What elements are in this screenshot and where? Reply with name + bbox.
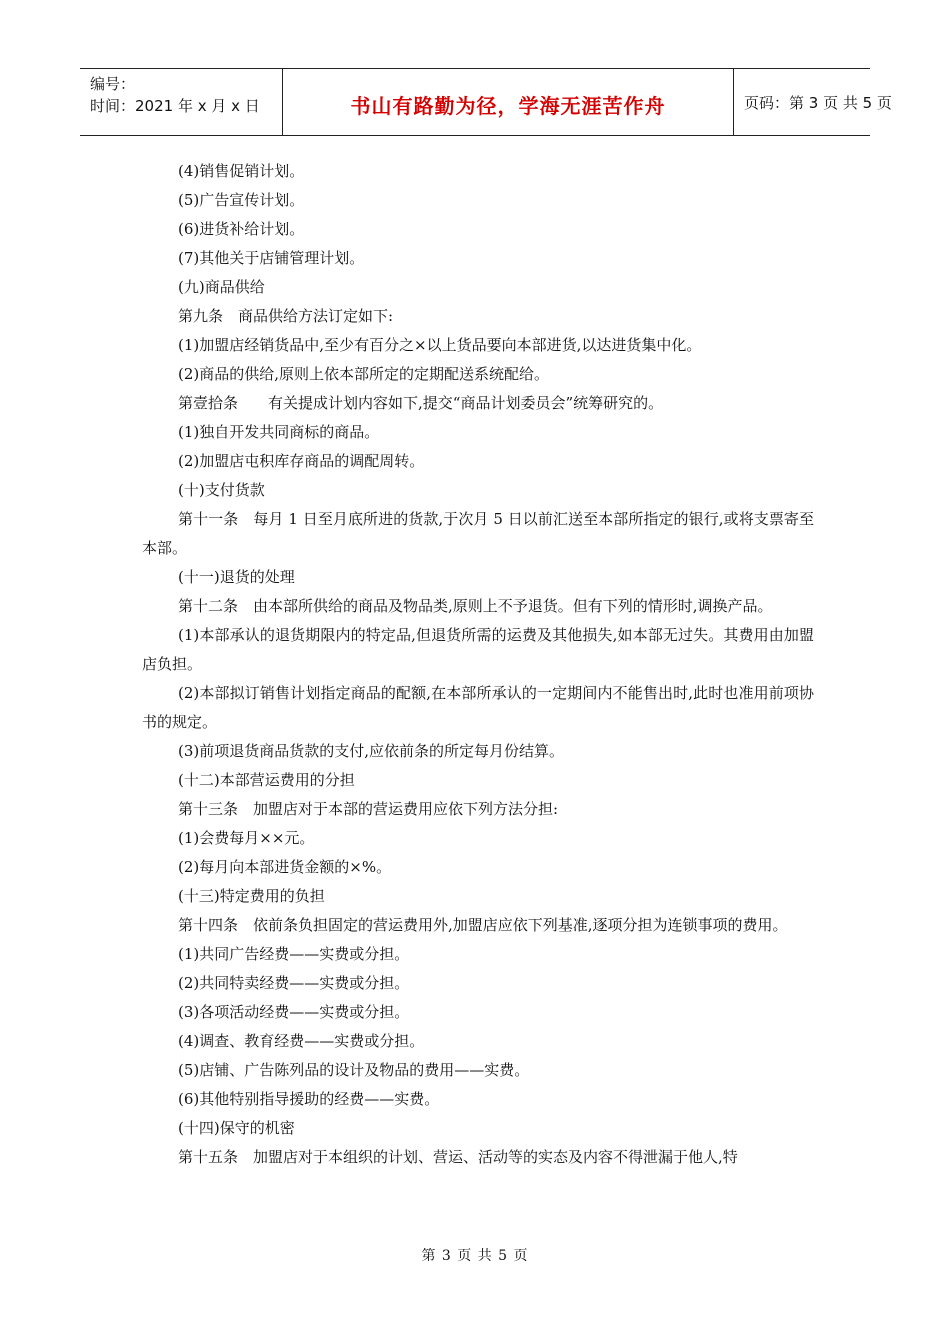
section-heading: (十)支付货款 bbox=[178, 481, 265, 499]
number-label: 编号： bbox=[90, 75, 136, 93]
paragraph: (5)广告宣传计划。 bbox=[178, 191, 305, 209]
paragraph: (7)其他关于店铺管理计划。 bbox=[178, 249, 365, 267]
paragraph: (2)加盟店屯积库存商品的调配周转。 bbox=[178, 452, 425, 470]
paragraph: (1)加盟店经销货品中,至少有百分之×以上货品要向本部进货,以达进货集中化。 bbox=[178, 336, 702, 354]
paragraph: (2)商品的供给,原则上依本部所定的定期配送系统配给。 bbox=[178, 365, 550, 383]
date-label: 时间：2021 年 x 月 x 日 bbox=[90, 97, 260, 115]
paragraph: (1)独自开发共同商标的商品。 bbox=[178, 423, 380, 441]
paragraph: (6)其他特别指导援助的经费——实费。 bbox=[178, 1090, 440, 1108]
header-motto-cell bbox=[282, 69, 734, 135]
section-heading: (十一)退货的处理 bbox=[178, 568, 295, 586]
header-motto: 书山有路勤为径，学海无涯苦作舟 bbox=[350, 93, 666, 118]
paragraph: (2)本部拟订销售计划指定商品的配额,在本部所承认的一定期间内不能售出时,此时也准用前项协书的规定。 bbox=[142, 684, 814, 731]
article: 第九条 商品供给方法订定如下: bbox=[178, 307, 394, 325]
page-footer: 第 3 页 共 5 页 bbox=[421, 1248, 529, 1264]
paragraph: (2)每月向本部进货金额的×%。 bbox=[178, 858, 392, 876]
article: 第十二条 由本部所供给的商品及物品类,原则上不予退货。但有下列的情形时,调换产品。 bbox=[178, 597, 773, 615]
paragraph: (2)共同特卖经费——实费或分担。 bbox=[178, 974, 410, 992]
article: 第壹拾条 有关提成计划内容如下,提交“商品计划委员会”统筹研究的。 bbox=[178, 394, 664, 412]
section-heading: (十二)本部营运费用的分担 bbox=[178, 771, 355, 789]
header-page-label: 页码：第 3 页 共 5 页 bbox=[744, 93, 892, 112]
header-meta bbox=[80, 69, 282, 135]
paragraph: (3)前项退货商品货款的支付,应依前条的所定每月份结算。 bbox=[178, 742, 565, 760]
page-header bbox=[80, 68, 892, 136]
section-heading: (十三)特定费用的负担 bbox=[178, 887, 325, 905]
article: 第十五条 加盟店对于本组织的计划、营运、活动等的实态及内容不得泄漏于他人,特 bbox=[178, 1148, 738, 1166]
document-body bbox=[142, 157, 814, 1172]
paragraph: (5)店铺、广告陈列品的设计及物品的费用——实费。 bbox=[178, 1061, 530, 1079]
paragraph: (1)共同广告经费——实费或分担。 bbox=[178, 945, 410, 963]
article: 第十四条 依前条负担固定的营运费用外,加盟店应依下列基准,逐项分担为连锁事项的费用。 bbox=[178, 916, 788, 934]
section-heading: (十四)保守的机密 bbox=[178, 1119, 295, 1137]
article: 第十三条 加盟店对于本部的营运费用应依下列方法分担: bbox=[178, 800, 559, 818]
paragraph: (4)调查、教育经费——实费或分担。 bbox=[178, 1032, 425, 1050]
paragraph: (1)会费每月××元。 bbox=[178, 829, 315, 847]
paragraph: (4)销售促销计划。 bbox=[178, 162, 305, 180]
paragraph: (3)各项活动经费——实费或分担。 bbox=[178, 1003, 410, 1021]
section-heading: (九)商品供给 bbox=[178, 278, 265, 296]
paragraph: (1)本部承认的退货期限内的特定品,但退货所需的运费及其他损失,如本部无过失。其费用由加盟店负担。 bbox=[142, 626, 814, 673]
paragraph: (6)进货补给计划。 bbox=[178, 220, 305, 238]
article: 第十一条 每月 1 日至月底所进的货款,于次月 5 日以前汇送至本部所指定的银行,或将支票寄至本部。 bbox=[142, 510, 814, 557]
